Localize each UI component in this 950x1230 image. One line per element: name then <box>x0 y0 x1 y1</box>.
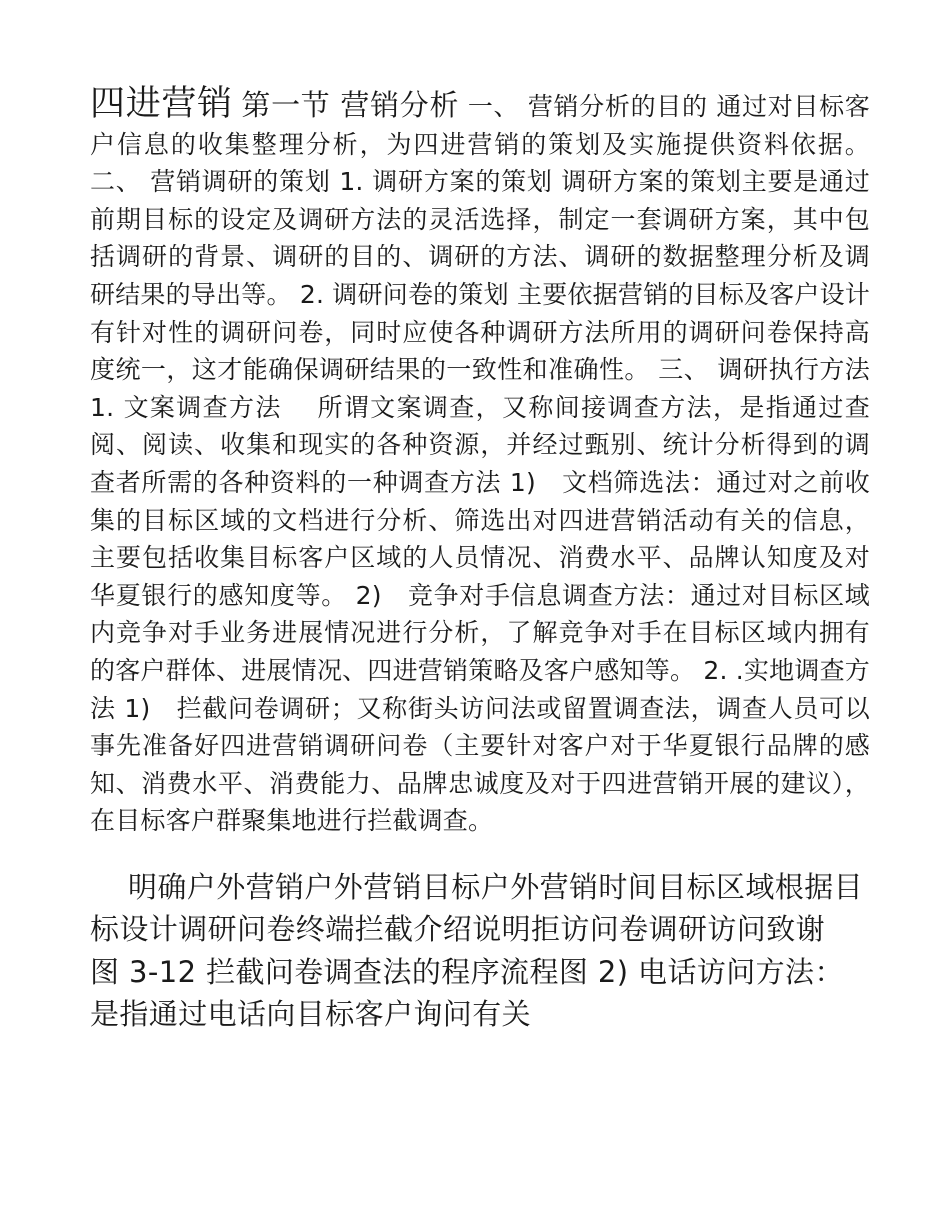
paragraph-flowchart: 明确户外营销户外营销目标户外营销时间目标区域根据目标设计调研问卷终端拦截介绍说明拒访问卷调研访问致谢 图 3-12 拦截问卷调查法的程序流程图 2) 电话访问方法：是指通过电话向目标客户询问有关 <box>90 869 864 1032</box>
body-text-1: 一、 营销分析的目的 通过对目标客户信息的收集整理分析，为四进营销的策划及实施提供资料依据。 二、 营销调研的策划 1. 调研方案的策划 调研方案的策划主要是通过前期目标的设定及调研方法的灵活选择，制定一套调研方案，其中包括调研的背景、调研的目的、调研的方法、调研的数据整理分析及调研结果的导出等。 2. 调研问卷的策划 主要依据营销的目标及客户设计有针对性的调研问卷，同时应使各种调研方法所用的调研问卷保持高度统一，这才能确保调研结果的一致性和准确性。 三、 调研执行方法 1. 文案调查方法 所谓文案调查，又称间接调查方法，是指通过查阅、阅读、收集和现实的各种资源，并经过甄别、统计分析得到的调查者所需的各种资料的一种调查方法 1) 文档筛选法：通过对之前收集的目标区域的文档进行分析、筛选出对四进营销活动有关的信息，主要包括收集目标客户区域的人员情况、消费水平、品牌认知度及对华夏银行的感知度等。 2) 竞争对手信息调查方法：通过对目标区域内竞争对手业务进展情况进行分析，了解竞争对手在目标区域内拥有的客户群体、进展情况、四进营销策略及客户感知等。 2. .实地调查方法 1) 拦截问卷调研；又称街头访问法或留置调查法，调查人员可以事先准备好四进营销调研问卷（主要针对客户对于华夏银行品牌的感知、消费水平、消费能力、品牌忠诚度及对于四进营销开展的建议），在目标客户群聚集地进行拦截调查。 <box>90 92 870 836</box>
document-page <box>90 86 870 1036</box>
paragraph-main <box>90 86 870 840</box>
document-title: 四进营销 <box>90 84 233 124</box>
section-title: 第一节 营销分析 <box>241 88 460 122</box>
